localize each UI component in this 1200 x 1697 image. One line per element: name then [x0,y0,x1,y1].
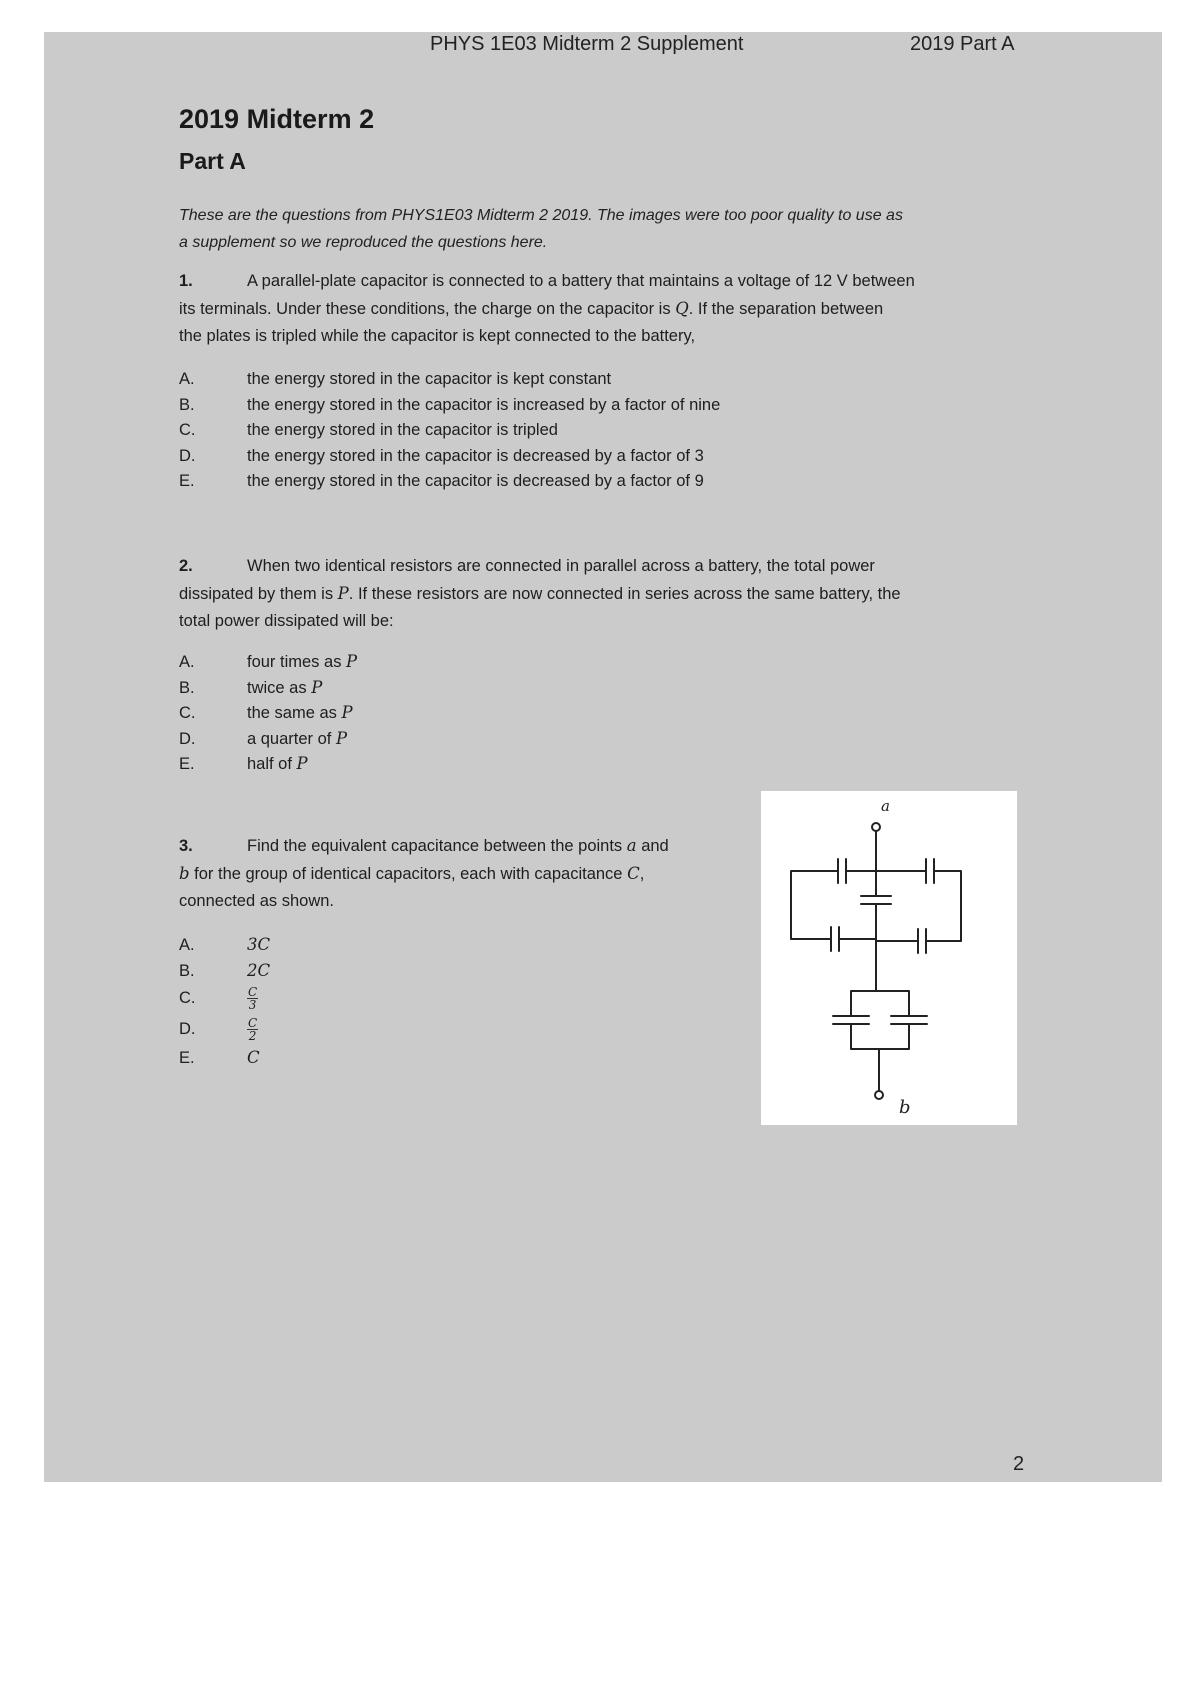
intro-line: a supplement so we reproduced the questions here. [179,234,548,251]
option-c: C. $\frac{C}{3}$ [179,985,258,1013]
question-line: 2. When two identical resistors are connected in parallel across a battery, the total power [179,553,1039,580]
capacitor-circuit-figure [761,791,1017,1125]
intro-note [179,202,1029,256]
question-line: b for the group of identical capacitors, each with capacitance C, [179,864,645,883]
question-line: its terminals. Under these conditions, the charge on the capacitor is Q. If the separation between [179,299,884,318]
option-c: C. the energy stored in the capacitor is tripled [179,421,558,439]
question-1-options [179,367,720,495]
question-line: connected as shown. [179,892,335,910]
option-a: A. four times as P [179,652,358,671]
option-e: E. the energy stored in the capacitor is decreased by a factor of 9 [179,472,704,490]
question-number: 2. [179,557,193,575]
variable: P [337,584,349,603]
option-e: E. half of P [179,754,308,773]
header-title: PHYS 1E03 Midterm 2 Supplement [430,33,744,55]
question-line: the plates is tripled while the capacitor is kept connected to the battery, [179,327,696,345]
option-a: A. 3C [179,935,271,954]
header-section: 2019 Part A [910,33,1015,55]
question-3 [179,832,739,915]
fraction: $\frac{C}{2}$ [248,1016,258,1044]
option-a: A. the energy stored in the capacitor is kept constant [179,370,612,388]
page-heading: 2019 Midterm 2 [179,104,375,134]
option-d: D. $\frac{C}{2}$ [179,1016,258,1044]
page-number: 2 [1013,1453,1025,1475]
option-c: C. the same as P [179,703,353,722]
page-subheading: Part A [179,148,246,174]
point-a-label: a [881,797,890,815]
variable: C [627,864,640,883]
variable: b [179,864,190,883]
fraction: $\frac{C}{3}$ [248,985,258,1013]
question-number: 3. [179,837,193,855]
question-line: 3. Find the equivalent capacitance between the points a and [179,832,739,860]
question-line: 1. A parallel-plate capacitor is connected to a battery that maintains a voltage of 12 V between [179,268,1039,295]
option-e: E. C [179,1048,260,1067]
question-1 [179,268,1039,350]
option-b: B. the energy stored in the capacitor is increased by a factor of nine [179,395,721,414]
question-line: total power dissipated will be: [179,612,394,630]
option-b: B. twice as P [179,677,323,697]
variable: a [626,836,637,855]
question-number: 1. [179,272,193,290]
option-d: D. the energy stored in the capacitor is decreased by a factor of 3 [179,446,704,465]
option-d: D. a quarter of P [179,728,348,748]
option-b: B. 2C [179,960,271,980]
terminal-b [875,1091,883,1099]
point-b-label: b [899,1097,911,1118]
question-2 [179,553,1039,635]
question-line: dissipated by them is P. If these resistors are now connected in series across the same battery, the [179,584,901,603]
variable: Q [675,299,689,318]
intro-line: These are the questions from PHYS1E03 Midterm 2 2019. The images were too poor quality to use as [179,207,903,224]
question-2-options [179,649,357,777]
question-3-options [179,932,270,1071]
circuit-diagram [761,791,1017,1125]
terminal-a [872,823,880,831]
